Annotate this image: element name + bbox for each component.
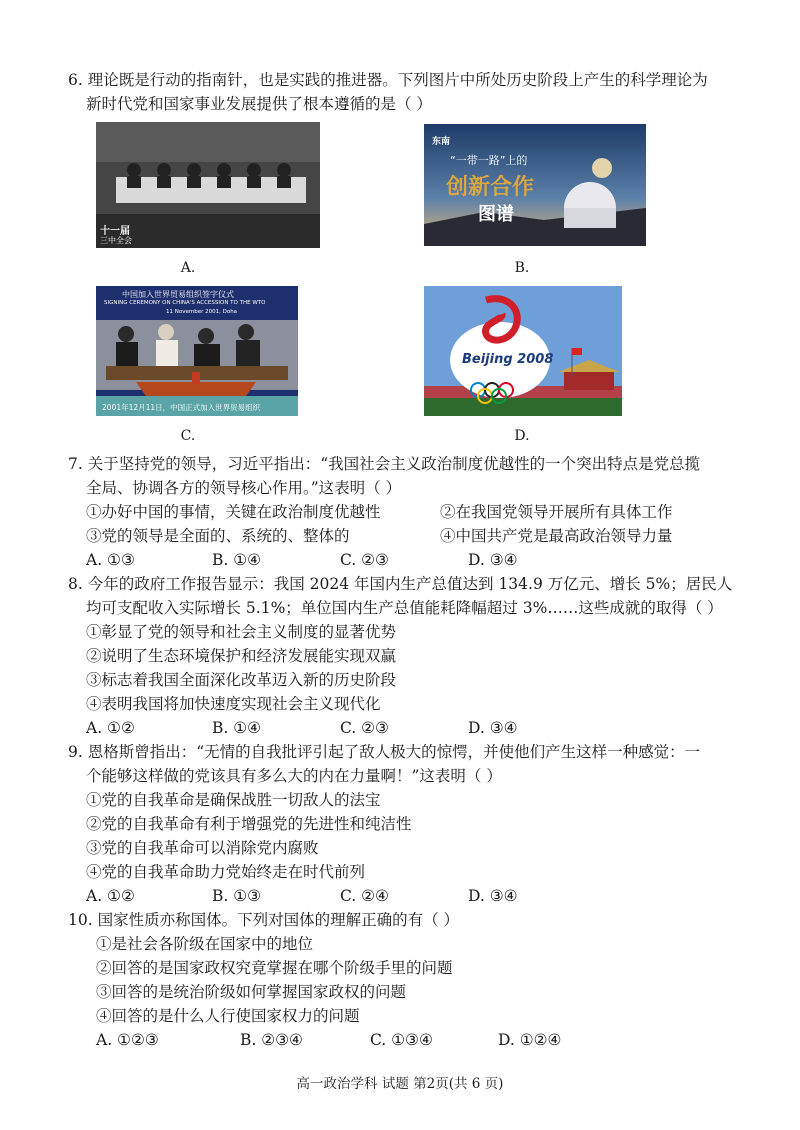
belt-road-small: 东南 (432, 137, 451, 147)
q9-choice-c: C. ②④ (340, 887, 389, 905)
q8-item-3: ③标志着我国全面深化改革迈入新的历史阶段 (86, 671, 397, 689)
plenum-overlay-main: 十一届 (100, 226, 130, 237)
belt-road-title: 创新合作 (446, 175, 535, 200)
q7-stem-line2: 全局、协调各方的领导核心作用。”这表明（ ） (86, 479, 402, 497)
q9-item-3: ③党的自我革命可以消除党内腐败 (86, 839, 319, 857)
q6-image-b (424, 124, 646, 246)
q8-stem-line2: 均可支配收入实际增长 5.1%；单位国内生产总值能耗降幅超过 3%……这些成就的取得（ ） (86, 599, 723, 617)
q8-item-2: ②说明了生态环境保护和经济发展能实现双赢 (86, 647, 397, 665)
q7-stem-line1: 7. 关于坚持党的领导，习近平指出：“我国社会主义政治制度优越性的一个突出特点是党总揽 (68, 455, 701, 473)
q9-item-4: ④党的自我革命助力党始终走在时代前列 (86, 863, 366, 881)
page-footer: 高一政治学科 试题 第2页(共 6 页) (296, 1076, 504, 1092)
q6-label-c: C. (180, 428, 196, 444)
wto-overlay-cn: 中国加入世界贸易组织签字仪式 (122, 290, 234, 299)
q7-item-2: ②在我国党领导开展所有具体工作 (440, 503, 673, 521)
q9-choice-a: A. ①② (86, 887, 135, 905)
q6-label-d: D. (514, 428, 530, 444)
q6-label-b: B. (514, 260, 530, 276)
q6-image-c (96, 286, 298, 416)
q7-item-4: ④中国共产党是最高政治领导力量 (440, 527, 673, 545)
q8-stem-line1: 8. 今年的政府工作报告显示：我国 2024 年国内生产总值达到 134.9 万亿元、增长 5%；居民人 (68, 575, 733, 593)
q10-item-4: ④回答的是什么人行使国家权力的问题 (96, 1007, 360, 1025)
belt-road-sub: 图谱 (478, 204, 514, 225)
beijing-2008-text: Beijing 2008 (462, 352, 554, 367)
q6-label-a: A. (180, 260, 196, 276)
q8-choice-d: D. ③④ (468, 719, 518, 737)
beijing-2008-photo (424, 286, 622, 416)
wto-overlay-date: 11 November 2001, Doha (166, 309, 238, 315)
q7-item-1: ①办好中国的事情，关键在政治制度优越性 (86, 503, 381, 521)
q6-image-d (424, 286, 622, 416)
q8-item-1: ①彰显了党的领导和社会主义制度的显著优势 (86, 623, 397, 641)
q6-image-a (96, 122, 320, 248)
q7-choice-b: B. ①④ (212, 551, 262, 569)
q10-choice-d: D. ①②④ (498, 1031, 562, 1049)
q10-choice-a: A. ①②③ (96, 1031, 159, 1049)
q9-item-2: ②党的自我革命有利于增强党的先进性和纯洁性 (86, 815, 412, 833)
belt-road-line1: “一带一路”上的 (450, 154, 528, 167)
q7-choice-d: D. ③④ (468, 551, 518, 569)
q8-choice-b: B. ①④ (212, 719, 262, 737)
q10-choice-b: B. ②③④ (240, 1031, 303, 1049)
plenum-overlay-sub: 三中全会 (100, 236, 132, 245)
q7-item-3: ③党的领导是全面的、系统的、整体的 (86, 527, 350, 545)
wto-overlay-en: SIGNING CEREMONY ON CHINA'S ACCESSION TO THE WTO (104, 300, 266, 306)
q10-choice-c: C. ①③④ (370, 1031, 433, 1049)
q7-choice-c: C. ②③ (340, 551, 389, 569)
q8-choice-c: C. ②③ (340, 719, 389, 737)
q9-stem-line1: 9. 恩格斯曾指出：“无情的自我批评引起了敌人极大的惊愕，并使他们产生这样一种感觉：一 (68, 743, 701, 761)
q9-item-1: ①党的自我革命是确保战胜一切敌人的法宝 (86, 791, 381, 809)
q6-stem-line2: 新时代党和国家事业发展提供了根本遵循的是（ ） (86, 95, 432, 113)
q8-choice-a: A. ①② (86, 719, 135, 737)
q10-item-1: ①是社会各阶级在国家中的地位 (96, 935, 314, 953)
q7-choice-a: A. ①③ (86, 551, 135, 569)
q10-item-3: ③回答的是统治阶级如何掌握国家政权的问题 (96, 983, 407, 1001)
q6-stem-line1: 6. 理论既是行动的指南针，也是实践的推进器。下列图片中所处历史阶段上产生的科学理论为 (68, 71, 708, 89)
q10-item-2: ②回答的是国家政权究竟掌握在哪个阶级手里的问题 (96, 959, 453, 977)
q9-choice-d: D. ③④ (468, 887, 518, 905)
q10-stem-line1: 10. 国家性质亦称国体。下列对国体的理解正确的有（ ） (68, 911, 460, 929)
wto-overlay-bottom: 2001年12月11日，中国正式加入世界贸易组织 (102, 403, 261, 412)
q8-item-4: ④表明我国将加快速度实现社会主义现代化 (86, 695, 381, 713)
q9-choice-b: B. ①③ (212, 887, 262, 905)
q9-stem-line2: 个能够这样做的党该具有多么大的内在力量啊！”这表明（ ） (86, 767, 502, 785)
